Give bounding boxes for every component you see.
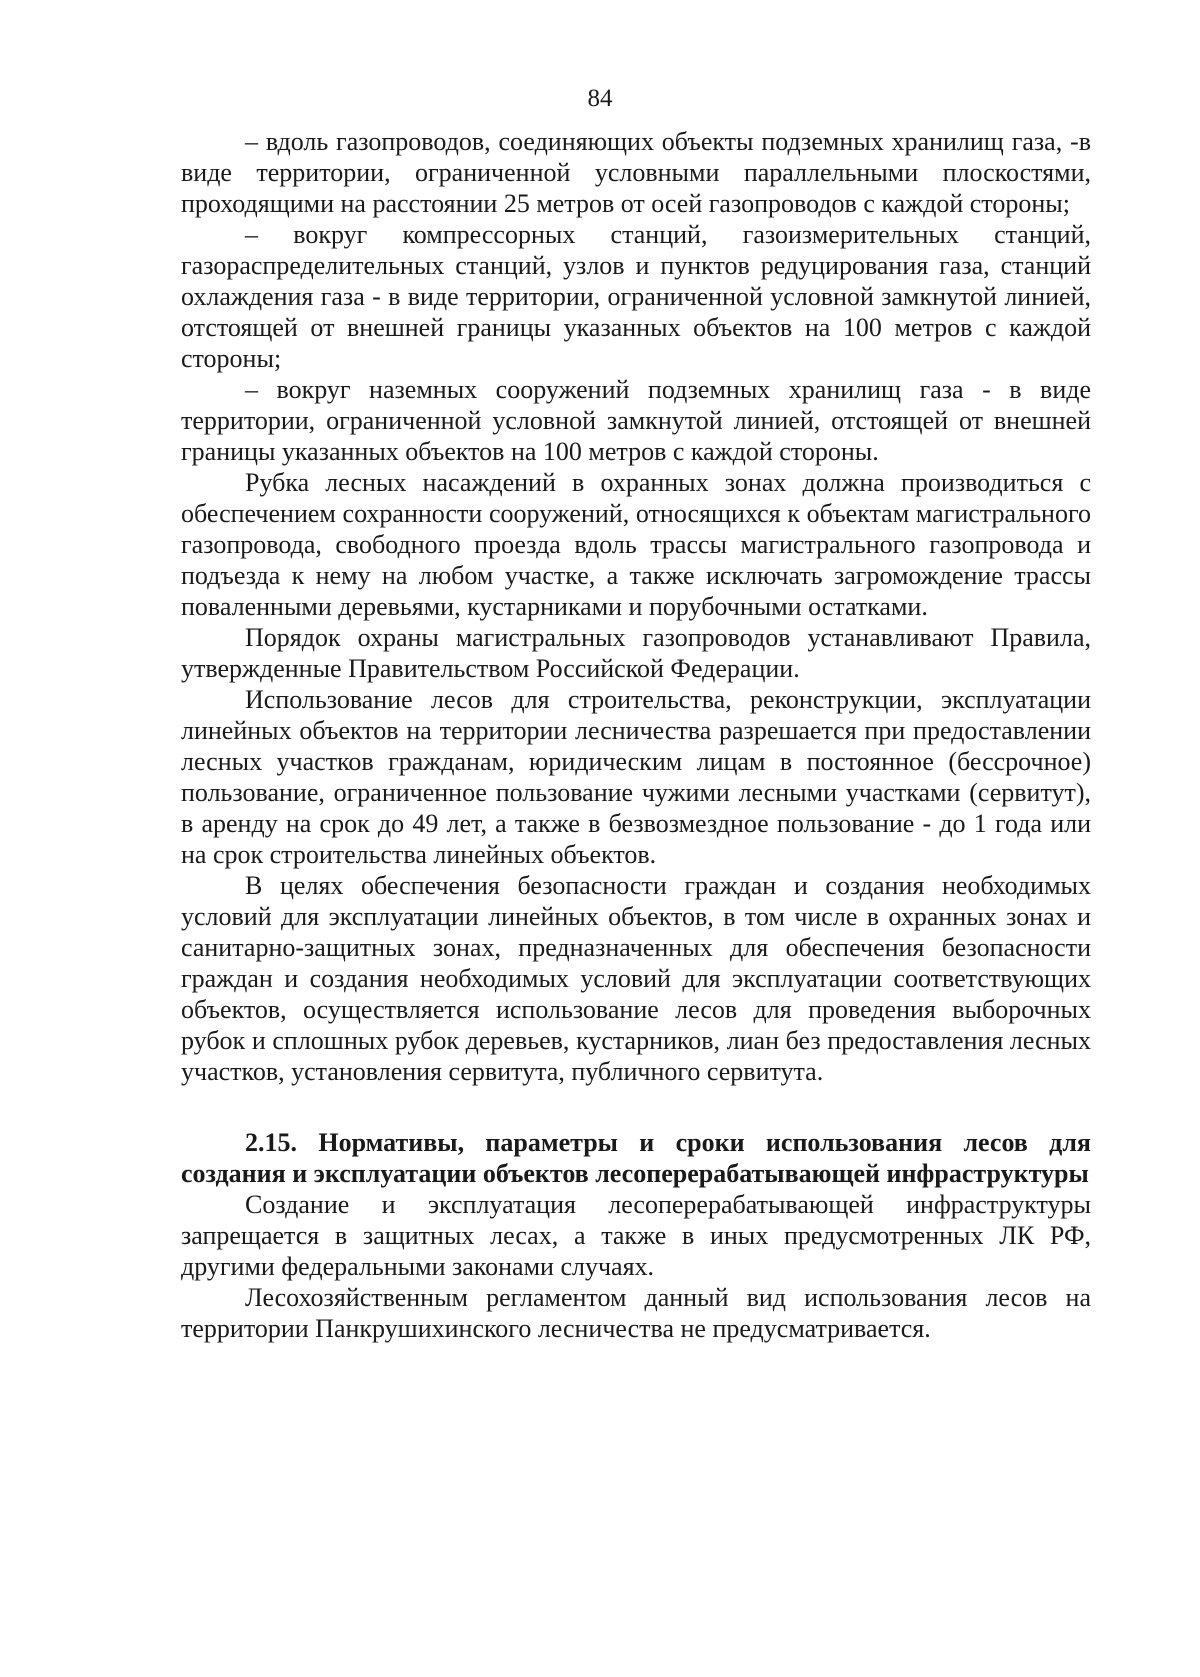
paragraph-protection-rules: Порядок охраны магистральных газопроводов устанавливают Правила, утвержденные Правительством Российской Федерации. — [181, 623, 1091, 683]
paragraph-not-provided: Лесохозяйственным регламентом данный вид использования лесов на территории Панкрушихинского лесничества не предусматривается. — [181, 1283, 1091, 1343]
paragraph-safety-felling: В целях обеспечения безопасности граждан и создания необходимых условий для эксплуатации линейных объектов, в том числе в охранных зонах и санитарно-защитных зонах, предназначенных для обеспечения безопасности граждан и создания необходимых условий для эксплуатации соответствующих объектов, осуществляется использование лесов для проведения выборочных рубок и сплошных рубок деревьев, кустарников, лиан без предоставления лесных участков, установления сервитута, публичного сервитута. — [181, 871, 1091, 1086]
paragraph-infrastructure-prohibited: Создание и эксплуатация лесоперерабатывающей инфраструктуры запрещается в защитных лесах, а также в иных предусмотренных ЛК РФ, другими федеральными законами случаях. — [181, 1190, 1091, 1281]
paragraph-felling-in-zones: Рубка лесных насаждений в охранных зонах должна производиться с обеспечением сохранности сооружений, относящихся к объектам магистрального газопровода, свободного проезда вдоль трассы магистрального газопровода и подъезда к нему на любом участке, а также исключать загромождение трассы поваленными деревьями, кустарниками и порубочными остатками. — [181, 468, 1091, 621]
paragraph-compressor-stations: – вокруг компрессорных станций, газоизмерительных станций, газораспределительных станций, узлов и пунктов редуцирования газа, станций охлаждения газа - в виде территории, ограниченной условной замкнутой линией, отстоящей от внешней границы указанных объектов на 100 метров с каждой стороны; — [181, 220, 1091, 373]
section-heading: 2.15. Нормативы, параметры и сроки использования лесов для создания и эксплуатации объектов лесоперерабатывающей инфраструктуры — [181, 1128, 1091, 1188]
paragraph-linear-objects: Использование лесов для строительства, реконструкции, эксплуатации линейных объектов на территории лесничества разрешается при предоставлении лесных участков гражданам, юридическим лицам в постоянное (бессрочное) пользование, ограниченное пользование чужими лесными участками (сервитут), в аренду на срок до 49 лет, а также в безвозмездное пользование - до 1 года или на срок строительства линейных объектов. — [181, 685, 1091, 869]
document-body — [181, 126, 1091, 1344]
paragraph-gas-pipelines: – вдоль газопроводов, соединяющих объекты подземных хранилищ газа, -в виде территории, ограниченной условными параллельными плоскостями, проходящими на расстоянии 25 метров от осей газопроводов с каждой стороны; — [181, 127, 1091, 218]
paragraph-ground-facilities: – вокруг наземных сооружений подземных хранилищ газа - в виде территории, ограниченной условной замкнутой линией, отстоящей от внешней границы указанных объектов на 100 метров с каждой стороны. — [181, 375, 1091, 466]
page-number: 84 — [587, 85, 613, 112]
